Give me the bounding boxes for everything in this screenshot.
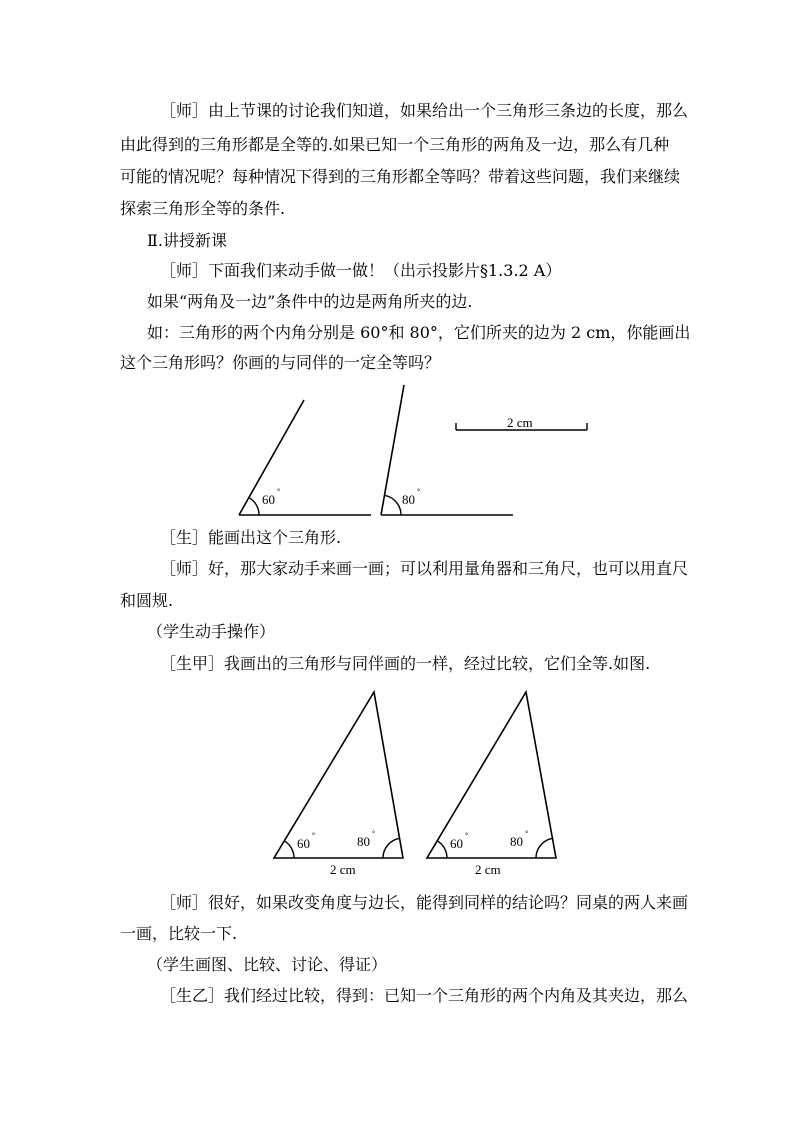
triangle-2-arc-left — [437, 841, 447, 858]
text-line-10: ［生］能画出这个三角形. — [160, 528, 342, 547]
text-line-8: 如：三角形的两个内角分别是 60°和 80°，它们所夹的边为 2 cm，你能画出 — [147, 323, 691, 342]
triangle-1-base-label: 2 cm — [330, 862, 356, 877]
triangle-2 — [427, 692, 556, 858]
triangle-2-degree-left: ° — [465, 831, 469, 840]
text-line-18: ［生乙］我们经过比较，得到：已知一个三角形的两个内角及其夹边，那么 — [160, 986, 689, 1005]
segment-2cm-label: 2 cm — [507, 415, 533, 430]
text-line-1: ［师］由上节课的讨论我们知道，如果给出一个三角形三条边的长度，那么 — [160, 101, 689, 120]
text-line-7: 如果“两角及一边”条件中的边是两角所夹的边. — [147, 292, 473, 311]
text-line-12: 和圆规. — [120, 591, 174, 610]
text-line-13: （学生动手操作） — [147, 622, 276, 641]
text-line-15: ［师］很好，如果改变角度与边长，能得到同样的结论吗？同桌的两人来画 — [160, 893, 689, 912]
triangle-1-degree-left: ° — [312, 831, 316, 840]
triangle-1-degree-right: ° — [372, 829, 376, 838]
text-line-4: 探索三角形全等的条件. — [120, 199, 286, 218]
triangle-1 — [274, 692, 403, 858]
angle-60-degree: ° — [277, 487, 281, 496]
angle-80-ray — [381, 385, 404, 515]
triangle-1-arc-left — [284, 841, 294, 858]
text-line-16: 一画，比较一下. — [120, 924, 238, 943]
triangle-2-base-label: 2 cm — [475, 862, 501, 877]
triangle-2-angle-right: 80 — [510, 834, 523, 849]
triangle-1-arc-right — [383, 838, 400, 858]
triangle-2-angle-left: 60 — [450, 836, 463, 851]
section-heading: Ⅱ.讲授新课 — [147, 231, 227, 250]
text-line-11: ［师］好，那大家动手来画一画；可以利用量角器和三角尺，也可以用直尺 — [160, 559, 689, 578]
text-line-14: ［生甲］我画出的三角形与同伴画的一样，经过比较，它们全等.如图. — [160, 654, 651, 673]
angle-60-label: 60 — [262, 492, 275, 507]
triangle-1-angle-left: 60 — [297, 836, 310, 851]
angle-80-label: 80 — [402, 492, 415, 507]
angle-60-arc — [249, 498, 259, 515]
triangle-2-degree-right: ° — [525, 829, 529, 838]
text-line-3: 可能的情况呢？每种情况下得到的三角形都全等吗？带着这些问题，我们来继续 — [120, 167, 681, 186]
angle-80-arc — [385, 495, 402, 515]
text-line-9: 这个三角形吗？你画的与同伴的一定全等吗？ — [120, 353, 441, 372]
text-line-6: ［师］下面我们来动手做一做！（出示投影片§1.3.2 A） — [160, 261, 562, 280]
angle-80-degree: ° — [417, 487, 421, 496]
triangle-2-arc-right — [536, 838, 553, 858]
text-line-2: 由此得到的三角形都是全等的.如果已知一个三角形的两角及一边，那么有几种 — [120, 135, 670, 154]
text-line-17: （学生画图、比较、讨论、得证） — [147, 955, 388, 974]
triangle-1-angle-right: 80 — [357, 834, 370, 849]
